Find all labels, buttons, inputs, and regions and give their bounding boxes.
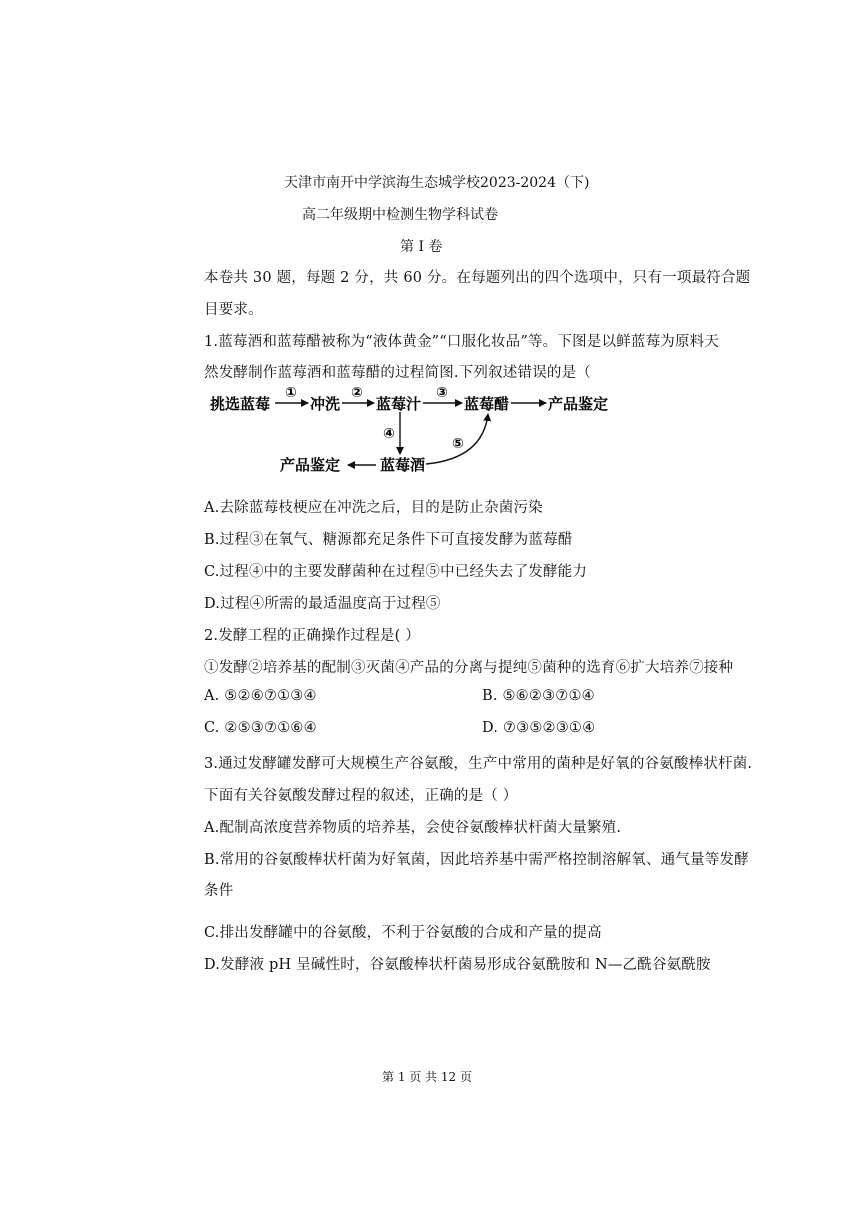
q2-option-b: B. ⑤⑥②③⑦①④ <box>482 688 595 704</box>
q3-stem-line-2: 下面有关谷氨酸发酵过程的叙述，正确的是（ ） <box>204 788 518 804</box>
diagram-step-4: ④ <box>383 426 395 442</box>
exam-title: 高二年级期中检测生物学科试卷 <box>302 207 498 223</box>
diagram-node-vinegar: 蓝莓醋 <box>464 395 510 413</box>
q3-option-a: A.配制高浓度营养物质的培养基，会使谷氨酸棒状杆菌大量繁殖. <box>204 820 622 836</box>
q2-steps: ①发酵②培养基的配制③灭菌④产品的分离与提纯⑤菌种的选育⑥扩大培养⑦接种 <box>204 660 734 676</box>
diagram-node-product-test-bottom: 产品鉴定 <box>280 456 341 474</box>
q2-option-c: C. ②⑤③⑦①⑥④ <box>204 720 317 736</box>
volume-label: 第 I 卷 <box>400 239 443 255</box>
diagram-step-2: ② <box>351 385 363 401</box>
instructions-line-2: 目要求。 <box>204 302 263 318</box>
instructions-line-1: 本卷共 30 题，每题 2 分，共 60 分。在每题列出的四个选项中，只有一项最符合题 <box>204 270 751 286</box>
diagram-step-3: ③ <box>436 385 448 401</box>
q1-option-b: B.过程③在氧气、糖源都充足条件下可直接发酵为蓝莓醋 <box>204 532 573 548</box>
q1-process-diagram <box>200 382 620 482</box>
q3-stem-line-1: 3.通过发酵罐发酵可大规模生产谷氨酸，生产中常用的菌种是好氧的谷氨酸棒状杆菌. <box>204 756 753 772</box>
q2-option-a: A. ⑤②⑥⑦①③④ <box>204 688 317 704</box>
q3-option-c: C.排出发酵罐中的谷氨酸，不利于谷氨酸的合成和产量的提高 <box>204 925 602 941</box>
page-number: 第 1 页 共 12 页 <box>382 1070 472 1084</box>
diagram-step-5: ⑤ <box>452 436 464 452</box>
q3-option-b-line-1: B.常用的谷氨酸棒状杆菌为好氧菌，因此培养基中需严格控制溶解氧、通气量等发酵 <box>204 852 749 868</box>
q1-option-d: D.过程④所需的最适温度高于过程⑤ <box>204 596 441 612</box>
diagram-node-wine: 蓝莓酒 <box>380 456 426 474</box>
diagram-step-1: ① <box>285 385 297 401</box>
diagram-node-rinse: 冲洗 <box>310 395 341 413</box>
q3-option-b-line-2: 条件 <box>204 883 234 899</box>
diagram-node-product-test-top: 产品鉴定 <box>548 395 609 413</box>
q1-stem-line-1: 1.蓝莓酒和蓝莓醋被称为“液体黄金”“口服化妆品”等。下图是以鲜蓝莓为原料天 <box>204 334 720 350</box>
q1-stem-line-2: 然发酵制作蓝莓酒和蓝莓醋的过程简图.下列叙述错误的是（ <box>204 365 592 381</box>
school-name: 天津市南开中学滨海生态城学校2023-2024（下) <box>284 175 590 191</box>
q3-option-d: D.发酵液 pH 呈碱性时，谷氨酸棒状杆菌易形成谷氨酰胺和 N—乙酰谷氨酰胺 <box>204 957 711 973</box>
q1-option-a: A.去除蓝莓枝梗应在冲洗之后，目的是防止杂菌污染 <box>204 500 543 516</box>
q2-option-d: D. ⑦③⑤②③①④ <box>482 720 596 736</box>
q1-option-c: C.过程④中的主要发酵菌种在过程⑤中已经失去了发酵能力 <box>204 564 588 580</box>
diagram-node-select-blueberry: 挑选蓝莓 <box>210 395 271 413</box>
diagram-node-juice: 蓝莓汁 <box>376 395 422 413</box>
q2-stem: 2.发酵工程的正确操作过程是( ） <box>204 628 420 644</box>
